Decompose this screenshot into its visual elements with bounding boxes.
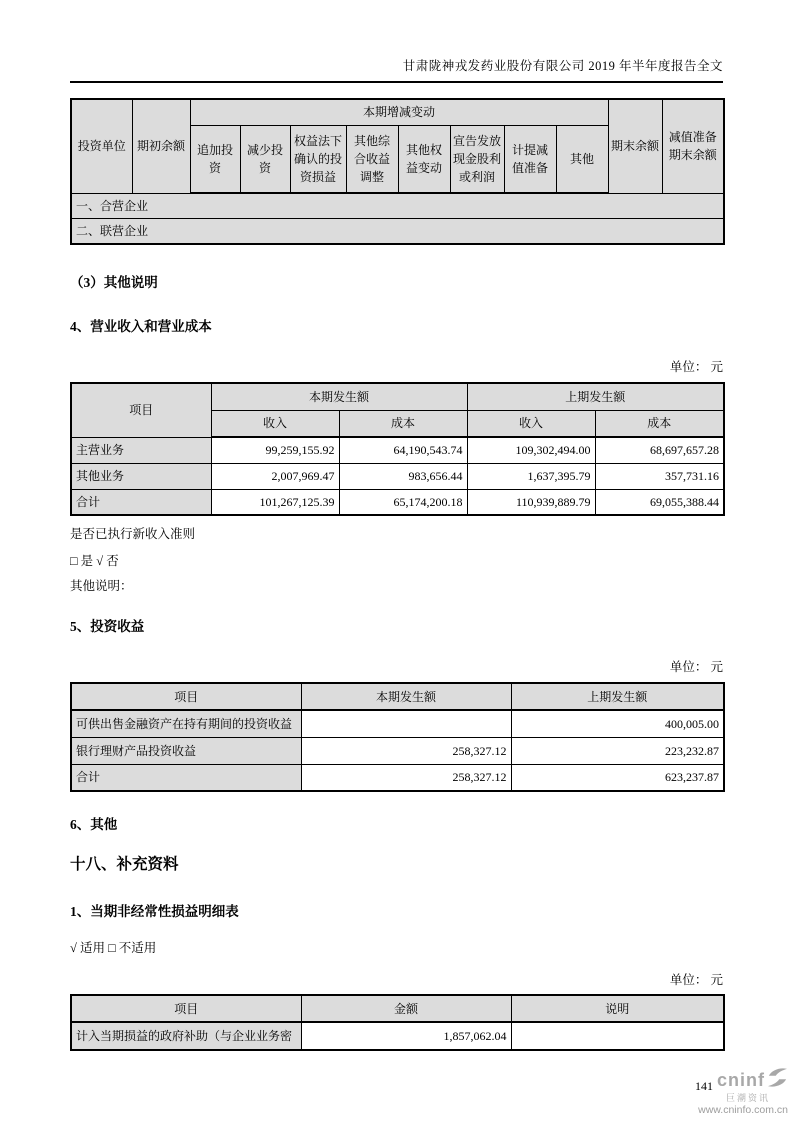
col-prior-period: 上期发生额 bbox=[467, 383, 724, 410]
col-reduced-investment: 减少投资 bbox=[240, 125, 290, 193]
cell-value: 258,327.12 bbox=[301, 737, 511, 764]
unit-label: 单位： 元 bbox=[669, 360, 723, 374]
section-heading-investment-income: 5、投资收益 bbox=[70, 619, 145, 634]
applicable-checkboxes: √ 适用 □ 不适用 bbox=[70, 941, 157, 955]
cell-value: 223,232.87 bbox=[511, 737, 724, 764]
cell-value: 623,237.87 bbox=[511, 764, 724, 791]
row-label: 主营业务 bbox=[71, 437, 211, 463]
col-equity-method-pl: 权益法下确认的投资损益 bbox=[290, 125, 346, 193]
cninfo-swirl-icon bbox=[767, 1068, 788, 1092]
col-item: 项目 bbox=[71, 383, 211, 437]
section-heading-nonrecurring: 1、当期非经常性损益明细表 bbox=[70, 904, 239, 919]
col-investee: 投资单位 bbox=[71, 99, 132, 193]
row-label: 其他业务 bbox=[71, 463, 211, 489]
cell-value: 258,327.12 bbox=[301, 764, 511, 791]
col-other-comprehensive: 其他综合收益调整 bbox=[346, 125, 398, 193]
row-label: 可供出售金融资产在持有期间的投资收益 bbox=[71, 710, 301, 737]
row-joint-ventures: 一、合营企业 bbox=[71, 193, 724, 219]
other-note-label: 其他说明： bbox=[70, 579, 133, 593]
investment-income-table bbox=[70, 682, 725, 792]
col-other: 其他 bbox=[556, 125, 608, 193]
col-current-period: 本期发生额 bbox=[211, 383, 467, 410]
table-row bbox=[71, 193, 724, 219]
cell-value: 99,259,155.92 bbox=[211, 437, 339, 463]
row-label: 合计 bbox=[71, 764, 301, 791]
col-opening-balance: 期初余额 bbox=[132, 99, 190, 193]
revenue-cost-table bbox=[70, 382, 725, 516]
col-prior-period: 上期发生额 bbox=[511, 683, 724, 710]
col-prior-cost: 成本 bbox=[595, 410, 724, 437]
cell-value: 357,731.16 bbox=[595, 463, 724, 489]
table-row bbox=[71, 737, 724, 764]
table-row bbox=[71, 219, 724, 245]
col-prior-income: 收入 bbox=[467, 410, 595, 437]
cninfo-logo bbox=[698, 1068, 788, 1116]
col-item: 项目 bbox=[71, 995, 301, 1022]
table-row bbox=[71, 1022, 724, 1050]
section-heading-supplement: 十八、补充资料 bbox=[70, 856, 179, 873]
section-heading-other-explain: （3）其他说明 bbox=[70, 275, 158, 290]
col-item: 项目 bbox=[71, 683, 301, 710]
col-declared-dividend: 宣告发放现金股利或利润 bbox=[450, 125, 504, 193]
row-associates: 二、联营企业 bbox=[71, 219, 724, 245]
row-label: 计入当期损益的政府补助（与企业业务密 bbox=[71, 1022, 301, 1050]
cell-value: 101,267,125.39 bbox=[211, 489, 339, 515]
col-group-period-change: 本期增减变动 bbox=[190, 99, 608, 125]
section-heading-other: 6、其他 bbox=[70, 817, 118, 832]
col-additional-investment: 追加投资 bbox=[190, 125, 240, 193]
cninfo-brand-text: cninf bbox=[717, 1070, 765, 1091]
row-label: 银行理财产品投资收益 bbox=[71, 737, 301, 764]
cell-value: 1,857,062.04 bbox=[301, 1022, 511, 1050]
unit-label: 单位： 元 bbox=[669, 973, 723, 987]
cell-value bbox=[511, 1022, 724, 1050]
cninfo-url: www.cninfo.com.cn bbox=[698, 1103, 788, 1116]
cell-value bbox=[301, 710, 511, 737]
cell-value: 109,302,494.00 bbox=[467, 437, 595, 463]
cell-value: 983,656.44 bbox=[339, 463, 467, 489]
cell-value: 64,190,543.74 bbox=[339, 437, 467, 463]
cell-value: 2,007,969.47 bbox=[211, 463, 339, 489]
new-revenue-standard-question: 是否已执行新收入准则 bbox=[70, 527, 196, 541]
cell-value: 68,697,657.28 bbox=[595, 437, 724, 463]
cell-value: 69,055,388.44 bbox=[595, 489, 724, 515]
table-row bbox=[71, 437, 724, 463]
page-number: 141 bbox=[695, 1079, 713, 1093]
col-impairment-closing: 减值准备期末余额 bbox=[662, 99, 724, 193]
cell-value: 65,174,200.18 bbox=[339, 489, 467, 515]
col-current-income: 收入 bbox=[211, 410, 339, 437]
section-heading-revenue: 4、营业收入和营业成本 bbox=[70, 319, 212, 334]
col-note: 说明 bbox=[511, 995, 724, 1022]
table-row bbox=[71, 463, 724, 489]
unit-label: 单位： 元 bbox=[669, 660, 723, 674]
table-row bbox=[71, 710, 724, 737]
col-amount: 金额 bbox=[301, 995, 511, 1022]
table-row bbox=[71, 764, 724, 791]
nonrecurring-items-table bbox=[70, 994, 725, 1051]
equity-investment-table bbox=[70, 98, 725, 245]
cell-value: 1,637,395.79 bbox=[467, 463, 595, 489]
yes-no-checkboxes: □ 是 √ 否 bbox=[70, 554, 119, 568]
cell-value: 110,939,889.79 bbox=[467, 489, 595, 515]
report-header-title: 甘肃陇神戎发药业股份有限公司 2019 年半年度报告全文 bbox=[70, 56, 723, 83]
col-current-cost: 成本 bbox=[339, 410, 467, 437]
cell-value: 400,005.00 bbox=[511, 710, 724, 737]
col-impairment-provision: 计提减值准备 bbox=[504, 125, 556, 193]
row-label: 合计 bbox=[71, 489, 211, 515]
col-closing-balance: 期末余额 bbox=[608, 99, 662, 193]
col-current-period: 本期发生额 bbox=[301, 683, 511, 710]
cninfo-chinese-name: 巨潮资讯 bbox=[725, 1092, 770, 1103]
table-row bbox=[71, 489, 724, 515]
col-other-equity-change: 其他权益变动 bbox=[398, 125, 450, 193]
